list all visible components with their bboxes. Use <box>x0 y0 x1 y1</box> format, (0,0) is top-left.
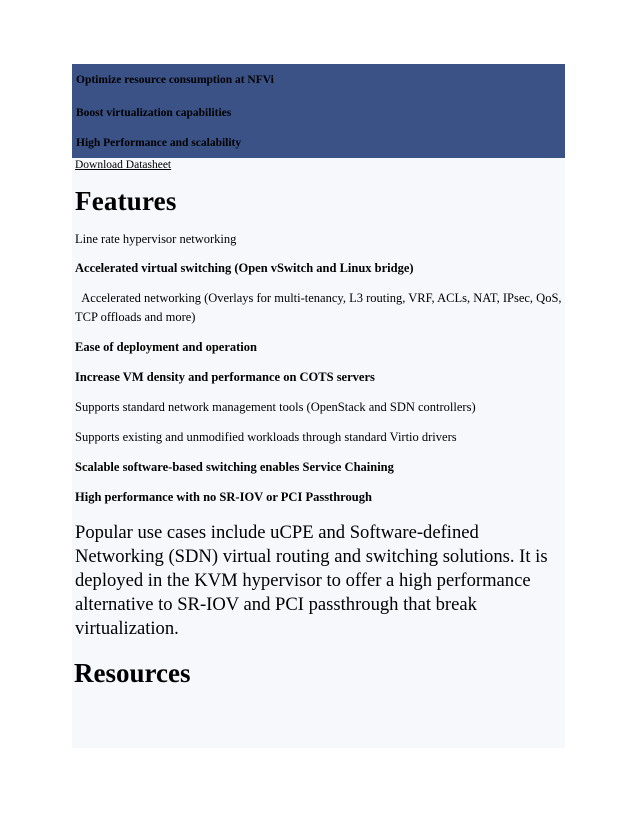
feature-item: Accelerated virtual switching (Open vSwitch and Linux bridge) <box>75 261 414 275</box>
content-panel <box>72 64 565 748</box>
download-datasheet-link[interactable]: Download Datasheet <box>75 159 172 171</box>
feature-item: Ease of deployment and operation <box>75 340 257 354</box>
highlight-item: Boost virtualization capabilities <box>76 107 232 119</box>
feature-item: Supports standard network management tools (OpenStack and SDN controllers) <box>75 400 476 414</box>
highlight-item: Optimize resource consumption at NFVi <box>76 74 274 86</box>
highlight-item: High Performance and scalability <box>76 137 242 149</box>
use-cases-paragraph: Popular use cases include uCPE and Software-defined Networking (SDN) virtual routing and switching solutions. It is deployed in the KVM hypervisor to offer a high performance alternative to SR-IOV and PCI passthrough that break virtualization. <box>75 522 548 639</box>
feature-item: Scalable software-based switching enables Service Chaining <box>75 460 394 474</box>
feature-item: Line rate hypervisor networking <box>75 232 237 246</box>
features-heading: Features <box>75 186 177 216</box>
feature-item: High performance with no SR-IOV or PCI Passthrough <box>75 490 372 504</box>
feature-item: Increase VM density and performance on COTS servers <box>75 370 375 384</box>
resources-heading: Resources <box>74 658 191 688</box>
highlights-band <box>72 64 565 158</box>
feature-item: Supports existing and unmodified workloads through standard Virtio drivers <box>75 430 457 444</box>
feature-item: Accelerated networking (Overlays for multi-tenancy, L3 routing, VRF, ACLs, NAT, IPsec, QoS, TCP offloads and more) <box>75 291 565 324</box>
